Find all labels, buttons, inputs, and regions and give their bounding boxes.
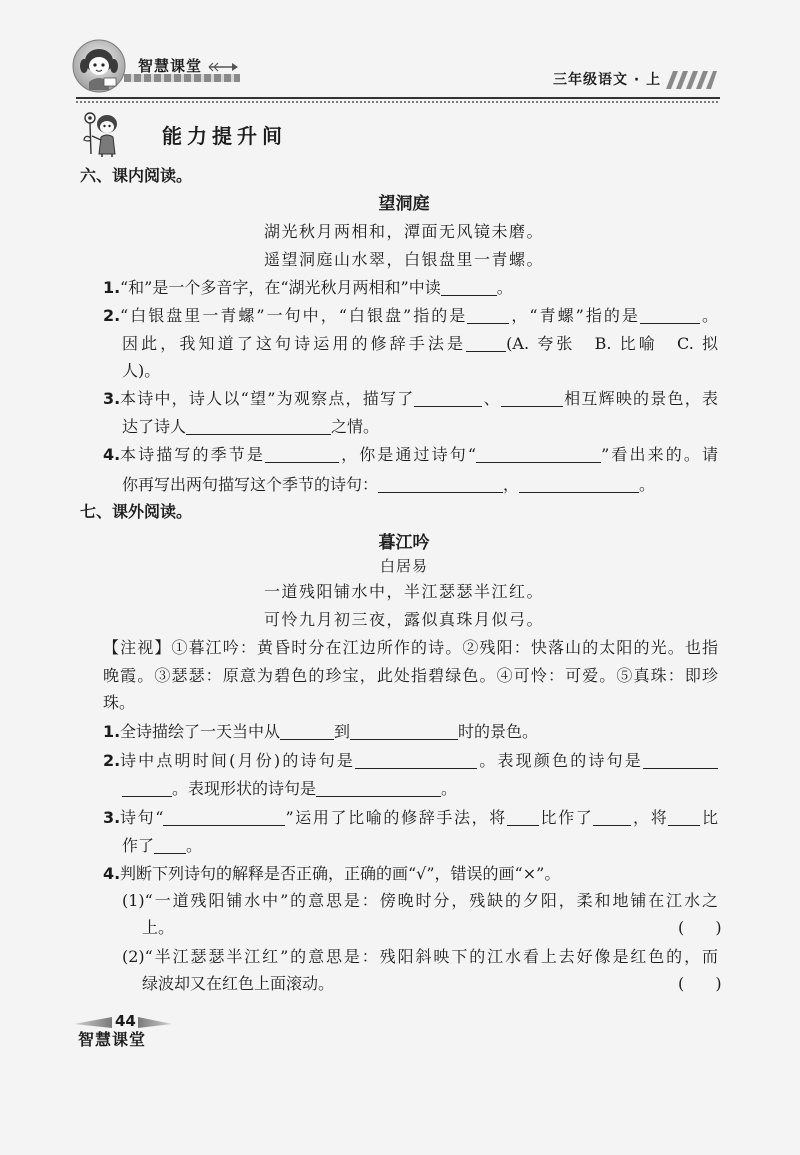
text-segment: 时的景色。 <box>458 722 539 741</box>
question-number: 4. <box>103 445 121 464</box>
text-segment: 本诗中，诗人以“望”为观察点，描写了 <box>120 389 415 408</box>
question-text <box>122 474 655 496</box>
poem-line: 遥望洞庭山水翠，白银盘里一青螺。 <box>263 250 544 269</box>
grade-label: 三年级语文 · 上 <box>553 72 662 88</box>
text-segment: ”运用了比喻的修辞手法，将 <box>285 808 507 827</box>
text-segment: 。 <box>186 836 203 855</box>
text-segment: “白银盘里一青螺”一句中，“白银盘”指的是 <box>120 306 468 325</box>
poem-line: 一道残阳铺水中，半江瑟瑟半江红。 <box>263 582 544 601</box>
answer-blank <box>501 390 563 407</box>
answer-blank <box>441 279 497 296</box>
text-segment: 全诗描绘了一天当中从 <box>120 722 281 741</box>
text-segment: 相互辉映的景色，表 <box>562 389 718 408</box>
question-text: 判断下列诗句的解释是否正确，正确的画“√”，错误的画“×”。 <box>120 864 561 883</box>
question-number: 2. <box>103 751 121 770</box>
answer-blank <box>519 476 639 493</box>
question-number: 4. <box>103 864 121 883</box>
judgement-item: (2)“半江瑟瑟半江红”的意思是：残阳斜映下的江水看上去好像是红色的，而 <box>122 947 718 966</box>
section-heading: 七、课外阅读。 <box>80 502 193 521</box>
text-segment: “和”是一个多音字，在“湖光秋月两相和”中读 <box>120 278 441 297</box>
text-segment: 。 <box>699 306 718 325</box>
kid-with-flower-icon <box>82 110 122 158</box>
stripes-icon <box>665 70 717 90</box>
text-segment: 到 <box>334 722 351 741</box>
text-segment: 。表现形状的诗句是 <box>172 779 317 798</box>
text-segment: 达了诗人 <box>122 417 187 436</box>
question-number: 3. <box>103 389 121 408</box>
question-text <box>120 721 538 743</box>
answer-blank <box>316 780 441 797</box>
answer-blank <box>350 723 458 740</box>
judgement-item: (1)“一道残阳铺水中”的意思是：傍晚时分，残缺的夕阳，柔和地铺在江水之 <box>122 891 718 910</box>
text-segment: ，你是通过诗句“ <box>338 445 477 464</box>
answer-blank <box>467 307 509 324</box>
text-segment: ”看出来的。请 <box>601 445 718 464</box>
poem-title: 暮江吟 <box>378 533 430 553</box>
options-text: (A. 夸张 B. 比喻 C. 拟 <box>506 334 718 353</box>
text-segment: 诗中点明时间(月份)的诗句是 <box>120 751 356 770</box>
text-segment: 、 <box>482 389 501 408</box>
question-text <box>122 835 202 857</box>
answer-blank <box>154 837 186 854</box>
text-segment: 作了 <box>122 836 155 855</box>
answer-blank <box>122 780 172 797</box>
text-segment: 你再写出两句描写这个季节的诗句： <box>122 475 379 494</box>
question-number: 2. <box>103 306 121 325</box>
text-segment: 比 <box>700 808 718 827</box>
text-segment: 诗句“ <box>120 808 164 827</box>
text-segment: 。 <box>441 779 458 798</box>
poem-line: 可怜九月初三夜，露似真珠月似弓。 <box>263 610 544 629</box>
text-segment: 因此，我知道了这句诗运用的修辞手法是 <box>122 334 467 353</box>
question-text <box>122 333 718 355</box>
answer-blank <box>355 752 477 769</box>
annotation-line: 晚霞。③瑟瑟：原意为碧色的珍宝，此处指碧绿色。④可怜：可爱。⑤真珠：即珍 <box>103 666 718 685</box>
question-number: 3. <box>103 808 121 827</box>
text-segment: 。 <box>496 278 513 297</box>
question-number: 1. <box>103 278 121 297</box>
footer-brand: 智慧课堂 <box>78 1030 147 1049</box>
question-text <box>120 277 513 299</box>
question-text <box>122 416 379 438</box>
answer-blank <box>593 809 631 826</box>
answer-blank <box>476 446 601 463</box>
poem-author: 白居易 <box>379 557 428 575</box>
question-text <box>122 778 457 800</box>
answer-blank <box>414 390 482 407</box>
judgement-item: 上。 <box>142 918 175 937</box>
answer-blank <box>265 446 339 463</box>
judgement-parens: ( ) <box>678 974 729 993</box>
text-segment: 。 <box>639 475 656 494</box>
question-text <box>120 388 718 410</box>
text-segment: 本诗描写的季节是 <box>120 445 265 464</box>
answer-blank <box>466 335 506 352</box>
arrow-right-icon <box>207 59 239 73</box>
page-number: 44 <box>115 1012 136 1030</box>
question-text <box>120 750 718 772</box>
answer-blank <box>186 418 331 435</box>
text-segment: ， <box>503 475 520 494</box>
annotation-line: 珠。 <box>103 693 136 712</box>
answer-blank <box>378 476 503 493</box>
question-number: 1. <box>103 722 121 741</box>
poem-title: 望洞庭 <box>378 194 430 214</box>
answer-blank <box>507 809 539 826</box>
question-text <box>120 305 718 327</box>
text-segment: ，“青螺”指的是 <box>509 306 640 325</box>
girl-mascot-icon <box>71 38 127 94</box>
text-segment: ，将 <box>631 808 669 827</box>
judgement-item: 绿波却又在红色上面滚动。 <box>142 974 335 993</box>
annotation-line: 【注视】①暮江吟：黄昏时分在江边所作的诗。②残阳：快落山的太阳的光。也指 <box>103 638 718 657</box>
question-text <box>120 807 718 829</box>
text-segment: 。表现颜色的诗句是 <box>477 751 643 770</box>
banner-title: 能力提升间 <box>162 124 287 148</box>
answer-blank <box>643 752 718 769</box>
brand-title: 智慧课堂 <box>138 57 203 75</box>
text-segment: 之情。 <box>331 417 380 436</box>
text-segment: 比作了 <box>538 808 594 827</box>
header-rule <box>76 90 720 99</box>
judgement-parens: ( ) <box>678 918 729 937</box>
poem-line: 湖光秋月两相和，潭面无风镜未磨。 <box>263 222 544 241</box>
answer-blank <box>640 307 700 324</box>
question-text <box>120 444 718 466</box>
question-text: 人)。 <box>122 361 161 380</box>
answer-blank <box>668 809 700 826</box>
section-heading: 六、课内阅读。 <box>80 166 193 185</box>
answer-blank <box>280 723 334 740</box>
answer-blank <box>163 809 285 826</box>
